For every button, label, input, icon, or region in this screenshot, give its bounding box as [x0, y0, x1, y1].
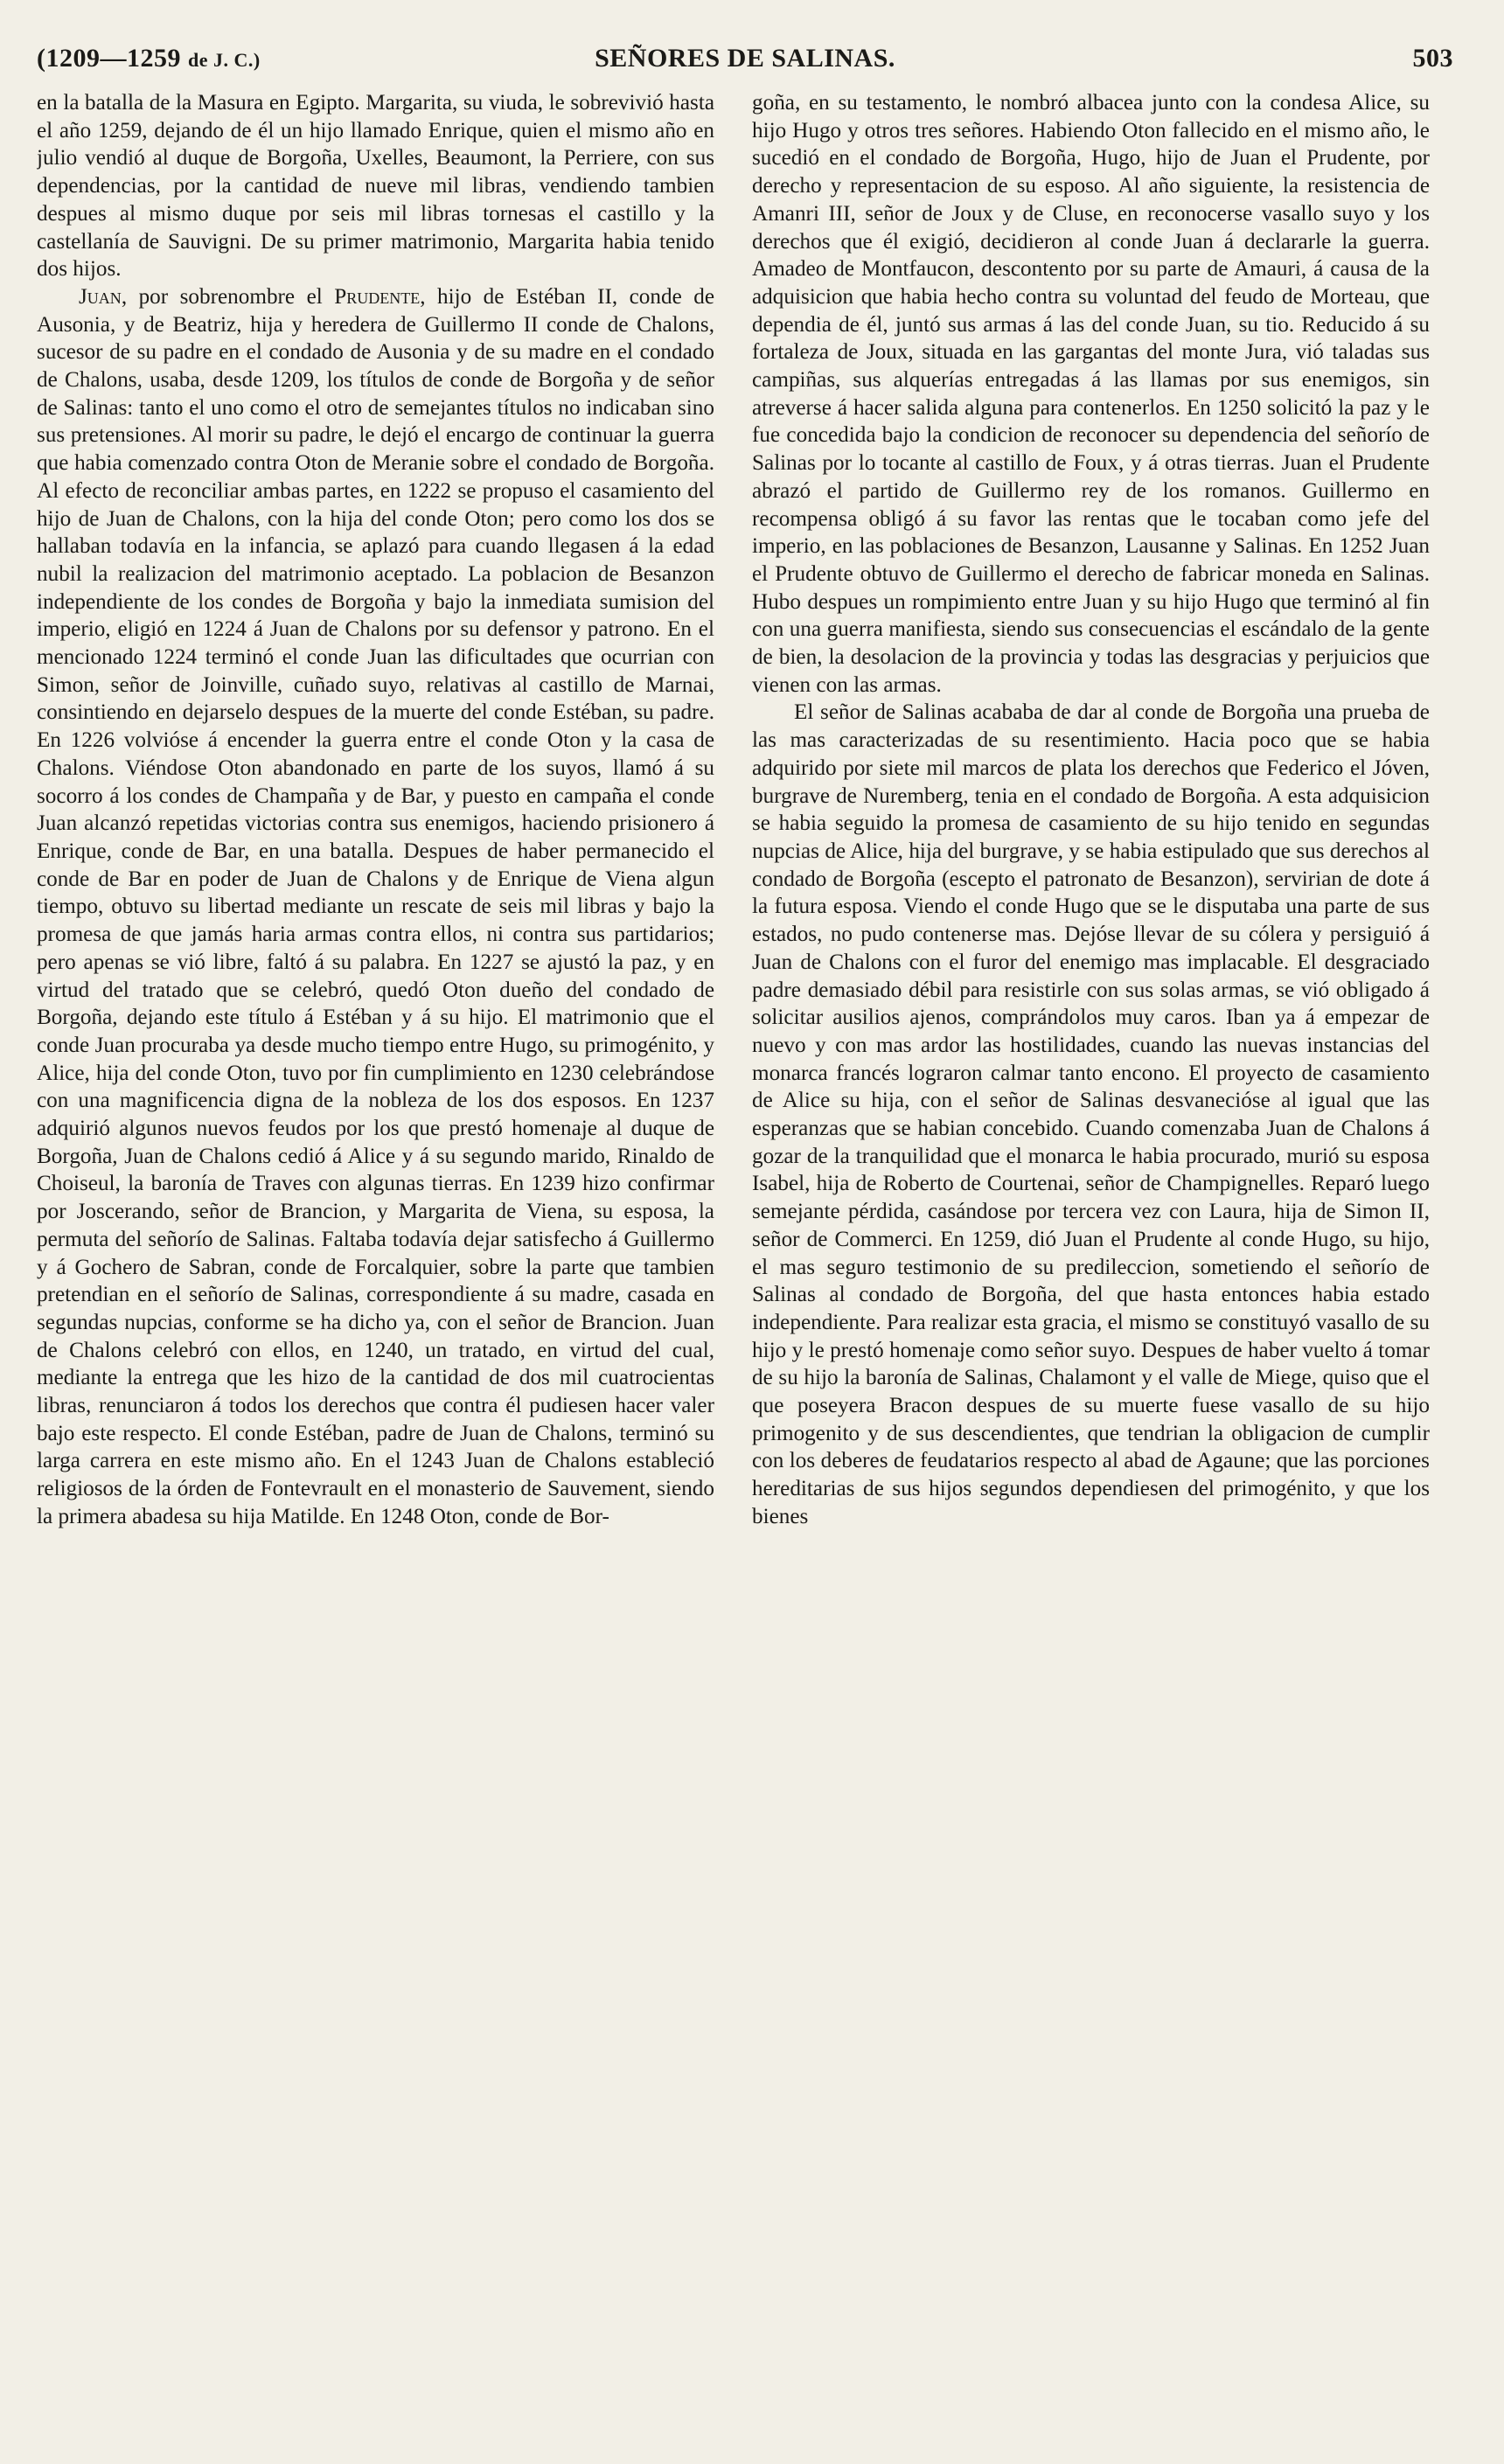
running-head — [37, 38, 1453, 80]
paragraph-continuation: en la batalla de la Masura en Egipto. Margarita, su viuda, le sobrevivió hasta el año 1259, dejando de él un hijo llamado Enrique, quien el mismo año en julio vendió al duque de Borgoña, Uxelles, Beaumont, la Perriere, con sus dependencias, por la cantidad de nueve mil libras, vendiendo tambien despues al mismo duque por seis mil libras tornesas el castillo y la castellanía de Sauvigni. De su primer matrimonio, Margarita habia tenido dos hijos. — [37, 91, 714, 282]
right-column — [752, 89, 1430, 2415]
paragraph-juan-el-prudente — [37, 283, 714, 1531]
entry-epithet: Prudente — [334, 284, 421, 309]
left-column — [37, 89, 714, 2415]
entry-name: Juan — [79, 284, 122, 309]
paragraph-senor-de-salinas: El señor de Salinas acababa de dar al conde de Borgoña una prueba de las mas caracterizadas de su resentimiento. Hacia poco que se habia adquirido por siete mil marcos de plata los derechos que Federico el Jóven, burgrave de Nuremberg, tenia en el condado de Borgoña. A esta adquisicion se habia seguido la promesa de casamiento de su hijo tenido en segundas nupcias de Alice, hija del burgrave, y se habia estipulado que sus derechos al condado de Borgoña (escepto el patronato de Besanzon), servirian de dote á la futura esposa. Viendo el conde Hugo que se le disputaba una parte de sus estados, no pudo contenerse mas. Dejóse llevar de su cólera y persiguió á Juan de Chalons con el furor del enemigo mas implacable. El desgraciado padre demasiado débil para resistirle con sus solas armas, se vió obligado á solicitar ausilios ajenos, comprándolos muy caros. Iban ya á empezar de nuevo y con mas ardor las hostilidades, cuando las nuevas instancias del monarca francés lograron calmar tanto encono. El proyecto de casamiento de Alice su hija, con el señor de Salinas desvanecióse al igual que las esperanzas que se habian concebido. Cuando comenzaba Juan de Chalons á gozar de la tranquilidad que el monarca le habia procurado, murió su esposa Isabel, hija de Roberto de Courtenai, señor de Champignelles. Reparó luego semejante pérdida, casándose por tercera vez con Laura, hija de Simon II, señor de Commerci. En 1259, dió Juan el Prudente al conde Hugo, su hijo, el mas seguro testimonio de su predileccion, sometiendo el señorío de Salinas al condado de Borgoña, del que hasta entonces habia estado independiente. Para realizar esta gracia, el mismo se constituyó vasallo de su hijo y le prestó homenaje como señor suyo. Despues de haber vuelto á tomar de su hijo la baronía de Salinas, Chalamont y el valle de Miege, quiso que el que poseyera Bracon despues de su muerte fuese vasallo de su hijo primogenito y de sus descendientes, que tendrian la obligacion de cumplir con los deberes de feudatarios respecto al abad de Agaune; que las porciones hereditarias de sus hijos segundos dependiesen del primogénito, y que los bienes — [752, 700, 1430, 1528]
column-gutter — [732, 96, 733, 2396]
page-title: SEÑORES DE SALINAS. — [595, 44, 895, 73]
page-number: 503 — [1412, 44, 1453, 73]
paragraph-text: , hijo de Estéban II, conde de Ausonia, y de Beatriz, hija y heredera de Guillermo II conde de Chalons, sucesor de su padre en el condado de Ausonia y de su madre en el condado de Chalons, usaba, desde 1209, los títulos de conde de Borgoña y de señor de Salinas: tanto el uno como el otro de semejantes títulos no indicaban sino sus pretensiones. Al morir su padre, le dejó el encargo de continuar la guerra que habia comenzado contra Oton de Meranie sobre el condado de Borgoña. Al efecto de reconciliar ambas partes, en 1222 se propuso el casamiento del hijo de Juan de Chalons, con la hija del conde Oton; pero como los dos se hallaban todavía en la infancia, se aplazó para cuando llegasen á la edad nubil la realizacion del matrimonio aceptado. La poblacion de Besanzon independiente de los condes de Borgoña y bajo la inmediata sumision del imperio, eligió en 1224 á Juan de Chalons por su defensor y patrono. En el mencionado 1224 terminó el conde Juan las dificultades que ocurrian con Simon, señor de Joinville, cuñado suyo, relativas al castillo de Marnai, consintiendo en dejarselo despues de la muerte del conde Estéban, su padre. En 1226 volvióse á encender la guerra entre el conde Oton y la casa de Chalons. Viéndose Oton abandonado en parte de los suyos, llamó á su socorro á los condes de Champaña y de Bar, y puesto en campaña el conde Juan alcanzó repetidas victorias contra sus enemigos, haciendo prisionero á Enrique, conde de Bar, en una batalla. Despues de haber permanecido el conde de Bar en poder de Juan de Chalons y de Enrique de Viena algun tiempo, obtuvo su libertad mediante un rescate de seis mil libras y bajo la promesa de que jamás haria armas contra ellos, ni contra sus partidarios; pero apenas se vió libre, faltó á su palabra. En 1227 se ajustó la paz, y en virtud del tratado que se celebró, quedó Oton dueño del condado de Borgoña, dejando este título á Estéban y á su hijo. El matrimonio que el conde Juan procuraba ya desde mucho tiempo entre Hugo, su primogénito, y Alice, hija del conde Oton, tuvo por fin cumplimiento en 1230 celebrándose con una magnificencia digna de la nobleza de los dos esposos. En 1237 adquirió algunos nuevos feudos por los que prestó homenaje al duque de Borgoña, Juan de Chalons cedió á Alice y á su segundo marido, Rinaldo de Choiseul, la baronía de Traves con algunas tierras. En 1239 hizo confirmar por Joscerando, señor de Brancion, y Margarita de Viena, su esposa, la permuta del señorío de Salinas. Faltaba todavía dejar satisfecho á Guillermo y á Gochero de Sabran, conde de Forcalquier, sobre la parte que tambien pretendian en el señorío de Salinas, correspondiente á su madre, casada en segundas nupcias, conforme se ha dicho ya, con el señor de Brancion. Juan de Chalons celebró con ellos, en 1240, un tratado, en virtud del cual, mediante la entrega que les hizo de la cantidad de dos mil cuatrocientas libras, renunciaron á todos los derechos que contra él pudiesen hacer valer bajo este respecto. El conde Estéban, padre de Juan de Chalons, terminó su larga carrera en este mismo año. En el 1243 Juan de Chalons estableció religiosos de la órden de Fontevrault en el monasterio de Sauvement, siendo la primera abadesa su hija Matilde. En 1248 Oton, conde de Bor- — [37, 284, 714, 1528]
date-range-years: (1209—1259 — [37, 44, 181, 73]
date-range-era: de J. C.) — [188, 49, 261, 71]
paragraph-text: , por sobrenombre el — [121, 284, 335, 309]
book-page — [37, 38, 1453, 2434]
paragraph-continuation: goña, en su testamento, le nombró albacea junto con la condesa Alice, su hijo Hugo y otros tres señores. Habiendo Oton fallecido en el mismo año, le sucedió en el condado de Borgoña, Hugo, hijo de Juan el Prudente, por derecho y representacion de su esposo. Al año siguiente, la resistencia de Amanri III, señor de Joux y de Cluse, en reconocerse vasallo suyo y los derechos que él exigió, decidieron al conde Juan á declararle la guerra. Amadeo de Montfaucon, descontento por su parte de Amauri, á causa de la adquisicion que habia hecho contra su voluntad del feudo de Morteau, que dependia de él, juntó sus armas á las del conde Juan, su tio. Reducido á su fortaleza de Joux, situada en las gargantas del monte Jura, vió taladas sus campiñas, sus alquerías entregadas á las llamas por sus enemigos, sin atreverse á hacer salida alguna para contenerlos. En 1250 solicitó la paz y le fue concedida bajo la condicion de reconocer su dependencia del señorío de Salinas por lo tocante al castillo de Foux, y á otras tierras. Juan el Prudente abrazó el partido de Guillermo rey de los romanos. Guillermo en recompensa obligó á su favor las rentas que le tocaban como jefe del imperio, en las poblaciones de Besanzon, Lausanne y Salinas. En 1252 Juan el Prudente obtuvo de Guillermo el derecho de fabricar moneda en Salinas. Hubo despues un rompimiento entre Juan y su hijo Hugo que terminó al fin con una guerra manifiesta, siendo sus consecuencias el escándalo de la gente de bien, la desolacion de la provincia y todas las desgracias y perjuicios que vienen con las armas. — [752, 91, 1430, 697]
